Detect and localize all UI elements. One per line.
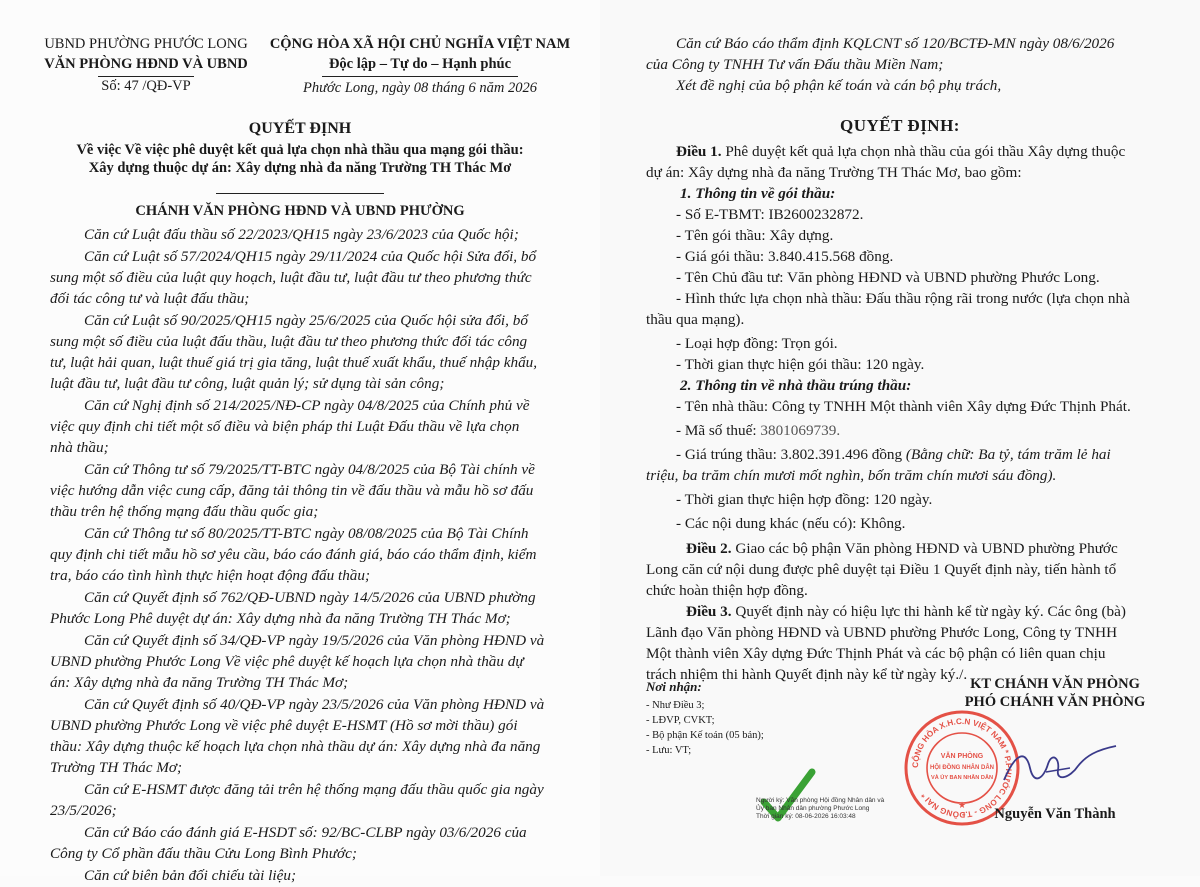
- legal-basis-line: Căn cứ Quyết định số 40/QĐ-VP ngày 23/5/2026 của Văn phòng HĐND và: [84, 696, 545, 713]
- section-2-item: - Các nội dung khác (nếu có): Không.: [676, 515, 906, 532]
- tax-code-value: 3801069739.: [760, 422, 841, 439]
- legal-basis-line: 23/5/2026;: [50, 802, 117, 819]
- article-2-label: Điều 2.: [686, 540, 732, 557]
- recipient-item: - Lưu: VT;: [646, 745, 692, 756]
- tax-code: [646, 420, 1194, 441]
- legal-basis-line: đối tác công tư và luật đấu thầu;: [50, 290, 250, 307]
- recipient-item: - Bộ phận Kế toán (05 bản);: [646, 730, 764, 741]
- legal-basis-line: luật đầu tư, luật đầu tư công, luật quản lý; sử dụng tài sản công;: [50, 375, 445, 392]
- legal-basis-line: án: Xây dựng nhà đa năng Trường TH Thác Mơ;: [50, 674, 349, 691]
- legal-basis-line: Căn cứ Quyết định số 762/QĐ-UBND ngày 14/5/2026 của UBND phường: [84, 589, 536, 606]
- digital-signature-line: Người ký: Văn phòng Hội đồng Nhân dân và: [756, 797, 885, 804]
- section-1-item: - Tên gói thầu: Xây dựng.: [676, 227, 834, 244]
- legal-basis-line: Căn cứ Nghị định số 214/2025/NĐ-CP ngày 04/8/2025 của Chính phủ về: [84, 397, 530, 414]
- digital-signature-line: Ủy ban Nhân dân phường Phước Long: [756, 805, 870, 812]
- nation-line1: CỘNG HÒA XÃ HỘI CHỦ NGHĨA VIỆT NAM: [269, 36, 571, 52]
- seal-inner-text: VÀ ỦY BAN NHÂN DÂN: [930, 775, 994, 781]
- seal-star-icon: ★: [957, 800, 967, 810]
- legal-basis: [50, 523, 604, 586]
- legal-basis: [84, 224, 604, 245]
- article-1-cont: dự án: Xây dựng nhà đa năng Trường TH Thác Mơ, bao gồm:: [646, 164, 1022, 181]
- legal-basis-line: sung một số điều của luật đấu thầu, luật đầu tư theo phương thức đối tác công: [50, 333, 528, 350]
- handwritten-signature: [1000, 738, 1120, 798]
- seal-ring-text: CỘNG HÒA X.H.C.N VIỆT NAM * P.PHƯỚC LONG - T.ĐỒNG NAI *: [910, 716, 1014, 820]
- legal-basis: [50, 310, 604, 394]
- right-page: [600, 0, 1200, 876]
- legal-bases: [50, 224, 604, 887]
- digital-signature-line: Thời gian ký: 08-06-2026 16:03:48: [756, 813, 856, 820]
- legal-basis-line: việc quy định chi tiết một số điều và biện pháp thi Luật Đấu thầu về lựa chọn: [50, 418, 520, 435]
- recipients-title: Nơi nhận:: [646, 679, 702, 694]
- legal-basis-line: Căn cứ E-HSMT được đăng tải trên hệ thống mạng đấu thầu quốc gia ngày: [84, 781, 544, 798]
- signer-title2: PHÓ CHÁNH VĂN PHÒNG: [964, 694, 1146, 710]
- section-1-item: - Số E-TBMT: IB2600232872.: [676, 206, 864, 223]
- seal-inner-text: VĂN PHÒNG: [940, 753, 984, 760]
- legal-basis-line: Căn cứ Quyết định số 34/QĐ-VP ngày 19/5/2026 của Văn phòng HĐND và: [84, 632, 545, 649]
- article-3-text: Quyết định này có hiệu lực thi hành kể từ ngày ký. Các ông (bà): [731, 603, 1126, 620]
- legal-basis-line: Căn cứ Báo cáo đánh giá E-HSDT số: 92/BC-CLBP ngày 03/6/2026 của: [84, 824, 527, 841]
- legal-basis-line: quy định chi tiết mẫu hồ sơ yêu cầu, báo cáo đánh giá, báo cáo thẩm định, kiểm: [50, 546, 537, 563]
- winning-price-label: - Giá trúng thầu: 3.802.391.496 đồng: [676, 446, 906, 463]
- article-3: [646, 601, 1194, 622]
- section-2-item: - Thời gian thực hiện hợp đồng: 120 ngày.: [676, 491, 933, 508]
- signer-name: Nguyễn Văn Thành: [994, 806, 1116, 822]
- legal-basis: [50, 395, 604, 458]
- legal-basis-line: Căn cứ Thông tư số 80/2025/TT-BTC ngày 08/08/2025 của Bộ Tài Chính: [84, 525, 529, 542]
- legal-basis-line: Công ty Cổ phần đấu thầu Cửu Long Bình Phước;: [50, 845, 357, 862]
- legal-basis-line: Căn cứ Luật số 90/2025/QH15 ngày 25/6/2025 của Quốc hội sửa đổi, bổ: [84, 312, 528, 329]
- article-3-label: Điều 3.: [686, 603, 732, 620]
- legal-basis-line: Căn cứ Luật đấu thầu số 22/2023/QH15 ngày 23/6/2023 của Quốc hội;: [84, 226, 519, 243]
- subject-line2: Xây dựng thuộc dự án: Xây dựng nhà đa năng Trường TH Thác Mơ: [88, 160, 512, 176]
- legal-basis: [50, 246, 604, 309]
- legal-basis: [50, 694, 604, 778]
- doc-number: Số: 47 /QĐ-VP: [101, 78, 191, 94]
- article-2-cont: Long căn cứ nội dung được phê duyệt tại Điều 1 Quyết định này, tiến hành tổ: [646, 561, 1117, 578]
- recipient-item: - LĐVP, CVKT;: [646, 715, 715, 726]
- legal-basis: [50, 779, 604, 821]
- legal-basis: [50, 630, 604, 693]
- subject-line1: Về việc Về việc phê duyệt kết quả lựa chọn nhà thầu qua mạng gói thầu:: [76, 142, 524, 158]
- article-1-label: Điều 1.: [676, 143, 722, 160]
- section-1-form-cont: thầu qua mạng).: [646, 311, 745, 328]
- agency-line2: VĂN PHÒNG HĐND VÀ UBND: [44, 56, 248, 72]
- winning-price-words: (Bằng chữ: Ba tỷ, tám trăm lẻ hai: [905, 446, 1111, 463]
- decision-body: [646, 141, 1194, 685]
- article-3-cont: trách nhiệm thi hành Quyết định này kể từ ngày ký./.: [646, 666, 968, 683]
- legal-basis: [50, 587, 604, 629]
- section-1-item: - Tên Chủ đầu tư: Văn phòng HĐND và UBND phường Phước Long.: [676, 269, 1100, 286]
- tax-code-label: - Mã số thuế:: [676, 422, 761, 439]
- legal-basis: [50, 459, 604, 522]
- legal-basis-line: sung một số điều của luật quy hoạch, luật đầu tư, luật đầu tư theo phương thức: [50, 269, 532, 286]
- legal-basis-line: nhà thầu;: [50, 439, 109, 456]
- recipients-list: [646, 698, 764, 758]
- digital-signature-info: [756, 797, 884, 821]
- legal-basis-line: tư, luật hải quan, luật thuế giá trị gia tăng, luật thuế xuất khẩu, thuế nhập khẩu,: [50, 354, 538, 371]
- legal-basis-line: UBND phường Phước Long Về việc phê duyệt kế hoạch lựa chọn nhà thầu dự: [50, 653, 524, 670]
- preamble: [646, 33, 1186, 96]
- preamble-line: Xét đề nghị của bộ phận kế toán và cán bộ phụ trách,: [676, 77, 1002, 94]
- winning-price: [646, 444, 1194, 465]
- article-2-cont: chức hoàn thiện hợp đồng.: [646, 582, 808, 599]
- motto-underline: [322, 76, 518, 77]
- preamble-line: của Công ty TNHH Tư vấn Đấu thầu Miền Nam;: [646, 56, 944, 73]
- legal-basis-line: Phước Long Phê duyệt dự án: Xây dựng nhà đa năng Trường TH Thác Mơ;: [50, 610, 511, 627]
- subject-underline: [216, 193, 384, 194]
- seal-inner-text: HỘI ĐỒNG NHÂN DÂN: [930, 765, 994, 771]
- section-1-item: - Loại hợp đồng: Trọn gói.: [676, 335, 838, 352]
- authority: CHÁNH VĂN PHÒNG HĐND VÀ UBND PHƯỜNG: [135, 203, 465, 219]
- agency-underline: [98, 76, 194, 77]
- legal-basis-line: Trường TH Thác Mơ;: [50, 759, 183, 776]
- legal-basis: [50, 822, 604, 864]
- place-date: Phước Long, ngày 08 tháng 6 năm 2026: [303, 80, 537, 96]
- legal-basis-line: thầu trên hệ thống mạng đấu thầu quốc gia;: [50, 503, 319, 520]
- section-1-item: - Giá gói thầu: 3.840.415.568 đồng.: [676, 248, 894, 265]
- signer-title1: KT CHÁNH VĂN PHÒNG: [970, 676, 1140, 692]
- legal-basis-line: tra, báo cáo tình hình thực hiện hoạt động đấu thầu;: [50, 567, 371, 584]
- left-page: [0, 0, 600, 884]
- nation-line2: Độc lập – Tự do – Hạnh phúc: [328, 56, 512, 72]
- decision-heading: QUYẾT ĐỊNH:: [840, 116, 960, 135]
- legal-basis-line: thầu: Xây dựng thuộc kế hoạch lựa chọn nhà thầu dự án: Xây dựng nhà đa năng: [50, 738, 541, 755]
- article-3-cont: Lãnh đạo Văn phòng HĐND và UBND phường Phước Long, Công ty TNHH: [646, 624, 1118, 641]
- article-3-cont: Một thành viên Xây dựng Đức Thịnh Phát và các bộ phận có liên quan chịu: [646, 645, 1106, 662]
- section-1-title: 1. Thông tin về gói thầu:: [680, 185, 836, 202]
- recipient-item: - Như Điều 3;: [646, 700, 705, 711]
- section-1-form: - Hình thức lựa chọn nhà thầu: Đấu thầu rộng rãi trong nước (lựa chọn nhà: [676, 290, 1130, 307]
- winning-price-words-cont: triệu, ba trăm chín mươi mốt nghìn, bốn trăm chín mươi sáu đồng).: [646, 467, 1057, 484]
- article-1: [646, 141, 1194, 162]
- legal-basis-line: việc hướng dẫn việc cung cấp, đăng tải thông tin về đấu thầu và mẫu hồ sơ đấu: [50, 482, 534, 499]
- agency-line1: UBND PHƯỜNG PHƯỚC LONG: [44, 36, 248, 52]
- legal-basis-line: Căn cứ biên bản đối chiếu tài liệu;: [84, 867, 297, 884]
- legal-basis-line: Căn cứ Luật số 57/2024/QH15 ngày 29/11/2024 của Quốc hội Sửa đổi, bổ: [84, 248, 537, 265]
- contractor-name: - Tên nhà thầu: Công ty TNHH Một thành viên Xây dựng Đức Thịnh Phát.: [676, 398, 1131, 415]
- preamble-line: Căn cứ Báo cáo thẩm định KQLCNT số 120/BCTĐ-MN ngày 08/6/2026: [676, 35, 1115, 52]
- article-2-text: Giao các bộ phận Văn phòng HĐND và UBND phường Phước: [731, 540, 1118, 557]
- section-1-item: - Thời gian thực hiện gói thầu: 120 ngày.: [676, 356, 925, 373]
- doc-type: QUYẾT ĐỊNH: [248, 120, 352, 137]
- article-1-text: Phê duyệt kết quả lựa chọn nhà thầu của gói thầu Xây dựng thuộc: [721, 143, 1126, 160]
- legal-basis-line: UBND phường Phước Long về việc phê duyệt E-HSMT (Hồ sơ mời thầu) gói: [50, 717, 518, 734]
- section-2-title: 2. Thông tin về nhà thầu trúng thầu:: [680, 377, 912, 394]
- legal-basis-line: Căn cứ Thông tư số 79/2025/TT-BTC ngày 04/8/2025 của Bộ Tài chính về: [84, 461, 535, 478]
- article-2: [646, 538, 1194, 559]
